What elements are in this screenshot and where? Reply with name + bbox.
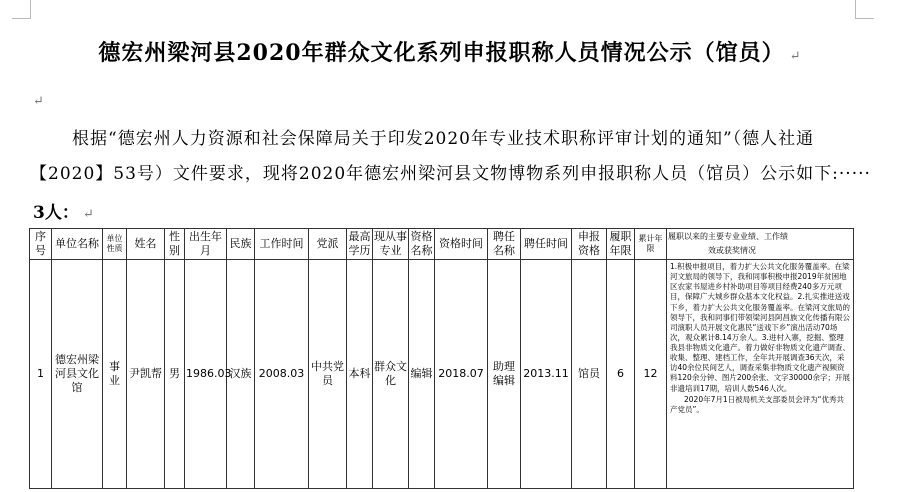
- header-work-start: 工作时间: [255, 229, 309, 260]
- cell-cumulative-years: 12: [635, 260, 667, 489]
- cell-name: 尹凯帮: [127, 260, 165, 489]
- header-gender: 性别: [165, 229, 185, 260]
- header-achievements: [667, 229, 854, 260]
- cell-achievements: [667, 260, 854, 489]
- cell-work-start: 2008.03: [255, 260, 309, 489]
- page-corner-mark: [12, 0, 31, 19]
- cell-birth: 1986.03: [185, 260, 227, 489]
- header-unit-name: 单位名称: [52, 229, 103, 260]
- cell-unit-name: 德宏州梁河县文化馆: [52, 260, 103, 489]
- paragraph-mark-icon: ↵: [784, 49, 802, 64]
- page-title: [0, 36, 900, 67]
- header-unit-nature: 单位性质: [103, 229, 127, 260]
- cell-unit-nature: 事业: [103, 260, 127, 489]
- count-label: 3人：: [33, 203, 79, 223]
- header-hire-title: 聘任名称: [488, 229, 521, 260]
- header-tenure-years: 履职年限: [607, 229, 635, 260]
- cell-apply-qualification: 馆员: [572, 260, 607, 489]
- applicant-table: [29, 228, 854, 489]
- header-qualification: 资格名称: [409, 229, 435, 260]
- cell-hire-time: 2013.11: [521, 260, 572, 489]
- header-apply-qualification: 申报资格: [572, 229, 607, 260]
- page-corner-mark: [855, 0, 874, 19]
- paragraph-mark-icon: ↵: [78, 207, 94, 222]
- intro-paragraph-line-1: 根据“德宏州人力资源和社会保障局关于印发2020年专业技术职称评审计划的通知”（德人社通: [72, 129, 815, 149]
- title-text: 德宏州梁河县2020年群众文化系列申报职称人员情况公示（馆员）: [98, 40, 785, 66]
- table-row: [30, 260, 854, 489]
- cell-seq: 1: [30, 260, 52, 489]
- header-achievements-line-1: 履职以来的主要专业业绩、工作绩: [668, 231, 788, 241]
- header-birth: 出生年月: [185, 229, 227, 260]
- cell-education: 本科: [347, 260, 373, 489]
- header-seq: 序号: [30, 229, 52, 260]
- cell-gender: 男: [165, 260, 185, 489]
- honor-text: 2020年7月1日被局机关支部委员会评为“优秀共产党员”。: [670, 394, 845, 414]
- header-name: 姓名: [127, 229, 165, 260]
- header-party: 党派: [309, 229, 347, 260]
- header-qualification-time: 资格时间: [435, 229, 488, 260]
- header-cumulative-years: 累计年限: [635, 229, 667, 260]
- table-header-row: [30, 229, 854, 260]
- cell-qualification-time: 2018.07: [435, 260, 488, 489]
- cell-hire-title: 助理编辑: [488, 260, 521, 489]
- header-hire-time: 聘任时间: [521, 229, 572, 260]
- cell-major: 群众文化: [373, 260, 409, 489]
- header-achievements-line-2: 效或获奖情况: [708, 246, 756, 255]
- intro-paragraph-line-2: 【2020】53号）文件要求，现将2020年德宏州梁河县文物博物系列申报职称人员（馆员）公示如下:·····: [30, 164, 871, 184]
- header-ethnicity: 民族: [227, 229, 255, 260]
- cell-qualification: 编辑: [409, 260, 435, 489]
- cell-tenure-years: 6: [607, 260, 635, 489]
- header-major: 现从事专业: [373, 229, 409, 260]
- paragraph-mark-icon: ↵: [33, 94, 44, 109]
- cell-party: 中共党员: [309, 260, 347, 489]
- header-education: 最高学历: [347, 229, 373, 260]
- achievements-text: 1.积极申报项目，着力扩大公共文化服务覆盖率。在梁河文旅局的领导下，我和同事积极申报2019年贫困地区农家书屋进乡村补助项目等项目经费240多万元项目，保障广大城乡群众基本文化权益。2.扎实推进送戏下乡，着力扩大公共文化服务覆盖率。在梁河文旅局的领导下，我和同事们带领梁河县阿昌族文化传播有限公司演职人员开展文化惠民“送戏下乡”演出活动70场次，观众累计8.14万余人。3.进村入寨，挖掘、整理我县非物质文化遗产。着力做好非物质文化遗产调查、收集、整理、建档工作，全年共开展调查36天次，采访40余位民间艺人，调查采集非物质文化遗产视频资料120余分钟、图片200余张、文字30000余字；开展非遗培训17期，培训人数546人次。: [670, 262, 850, 393]
- applicant-count: [33, 198, 94, 223]
- cell-ethnicity: 汉族: [227, 260, 255, 489]
